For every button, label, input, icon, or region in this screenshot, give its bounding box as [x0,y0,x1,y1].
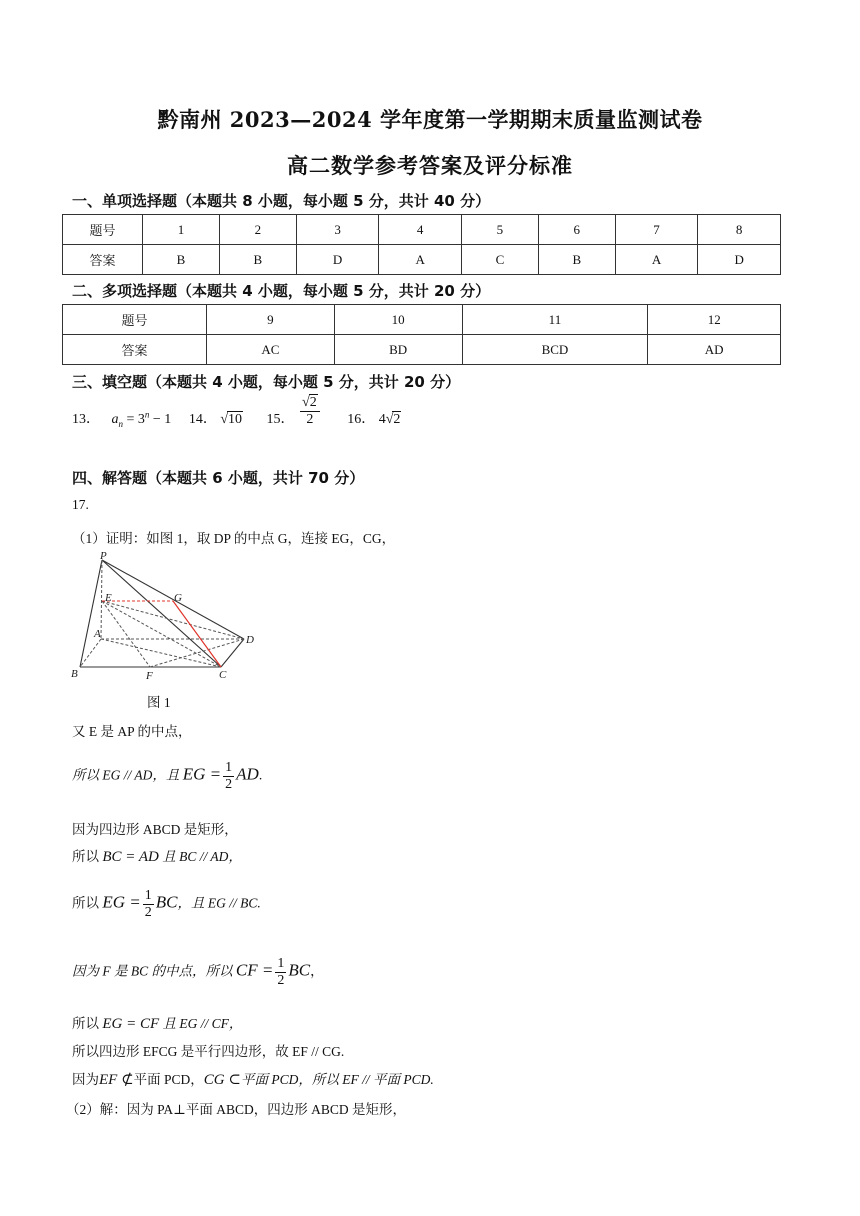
edge-pb [80,560,102,667]
table-row [63,215,781,245]
solution-line: 所以四边形 EFCG 是平行四边形，故 EF // CG. [72,1044,345,1059]
label-a: A [94,628,101,640]
numerator: 1 [144,888,152,903]
q13-answer-eq: = 3 [126,412,145,427]
q15-numerator: 2 [309,394,317,410]
table-cell: 7 [615,215,698,245]
figure-caption: 图 1 [147,695,171,710]
text-segment: . [258,767,263,783]
solution-line [72,888,261,921]
solution-line: 又 E 是 AP 的中点， [72,724,192,739]
math-segment: CF = [235,960,274,980]
table-cell: D [296,245,379,275]
page-subtitle: 高二数学参考答案及评分标准 [287,153,573,178]
edge-cd [221,639,244,667]
fill-in-answers [72,394,401,429]
table-cell: 10 [334,305,462,335]
table-cell: B [143,245,220,275]
row-label: 答案 [63,335,207,365]
section-heading-multiple-choice: 二、多项选择题（本题共 4 小题，每小题 5 分，共计 20 分） [72,282,491,300]
label-e: E [105,592,112,604]
table-cell: BCD [462,335,648,365]
solution-line [72,845,242,866]
q16-radicand: 2 [393,412,401,427]
solution-line [72,760,262,793]
solution-line: （2）解：因为 PA⊥平面 ABCD，四边形 ABCD 是矩形， [66,1102,406,1117]
table-row [63,335,781,365]
q15-denominator: 2 [300,411,320,428]
segment-ec-hidden [102,601,221,667]
table-cell: 2 [219,215,296,245]
math-segment: AD [236,764,259,784]
text-segment: ， [310,963,324,979]
label-g: G [174,592,182,604]
text-segment: 因为 F 是 BC 的中点，所以 [72,963,233,979]
edge-pd [102,560,244,639]
math-segment: BC [288,960,311,980]
row-label: 题号 [63,215,143,245]
table-cell: BD [334,335,462,365]
table-cell: 3 [296,215,379,245]
table-cell: 4 [379,215,462,245]
solution-line [72,1068,434,1089]
denominator: 2 [225,777,233,792]
edge-pa-hidden [101,560,102,639]
text-segment: 所以 [72,895,99,911]
numerator: 1 [225,760,233,775]
section-heading-single-choice: 一、单项选择题（本题共 8 小题，每小题 5 分，共计 40 分） [72,192,491,210]
table-row [63,305,781,335]
text-segment: 因为 [72,1072,99,1087]
text-segment: 所以 [72,849,99,864]
table-row [63,245,781,275]
q13-answer-sup: n [144,409,150,420]
figure-1-pyramid [66,548,266,686]
table-cell: 5 [461,215,538,245]
math-segment: EF ⊄ [99,1072,134,1088]
table-cell: B [219,245,296,275]
solution-line [72,1012,242,1033]
segment-fd-hidden [150,639,244,667]
math-segment: EG = [182,764,222,784]
page-title: 黔南州 2023—2024 学年度第一学期期末质量监测试卷 [157,107,703,132]
math-segment: CG ⊂ [203,1072,241,1088]
table-cell: AC [207,335,335,365]
table-cell: 12 [648,305,781,335]
table-cell: D [698,245,781,275]
table-cell: A [615,245,698,275]
text-segment: 平面 PCD， [133,1072,204,1087]
numerator: 1 [277,956,285,971]
q16-coefficient: 4 [378,412,386,427]
label-b: B [71,668,78,680]
section-heading-fill-in: 三、填空题（本题共 4 小题，每小题 5 分，共计 20 分） [72,373,461,391]
table-cell: AD [648,335,781,365]
table-cell: 6 [538,215,615,245]
math-segment: BC [155,892,178,912]
denominator: 2 [144,905,152,920]
text-segment: 所以 EG // AD，且 [72,767,180,783]
row-label: 题号 [63,305,207,335]
q15-number: 15． [266,412,295,427]
text-segment: 平面 PCD，所以 EF // 平面 PCD. [240,1072,434,1087]
proof-intro: （1）证明：如图 1，取 DP 的中点 G，连接 EG，CG， [72,531,396,546]
q16-answer: √2 [385,412,401,427]
math-segment: EG = [102,892,141,912]
q16-number: 16． [347,412,376,427]
fraction-one-half [143,888,154,921]
multiple-choice-answer-table [62,304,781,365]
table-cell: 8 [698,215,781,245]
math-segment: EG = CF [102,1016,160,1032]
table-cell: 9 [207,305,335,335]
q13-answer-a: a [111,412,119,427]
table-cell: 11 [462,305,648,335]
segment-ef-hidden [102,601,150,667]
table-cell: C [461,245,538,275]
denominator: 2 [277,973,285,988]
table-cell: 1 [143,215,220,245]
q14-answer: √10 [220,412,242,427]
text-segment: ，且 EG // BC. [177,895,261,911]
label-d: D [246,634,254,646]
question-17-number: 17. [72,497,89,512]
q14-number: 14． [188,412,217,427]
text-segment: 且 BC // AD， [162,849,242,864]
label-f: F [146,670,153,682]
q15-answer: $\frac{√2}{2}$ [300,394,320,428]
solution-line [72,956,324,989]
solution-line: 因为四边形 ABCD 是矩形， [72,822,238,837]
fraction-one-half [275,956,286,989]
table-cell: B [538,245,615,275]
math-segment: BC = AD [102,849,159,865]
q14-radicand: 10 [228,412,242,427]
fraction-one-half [223,760,234,793]
q13-number: 13． [72,412,100,427]
text-segment: 所以 [72,1016,99,1031]
table-cell: A [379,245,462,275]
section-heading-solutions: 四、解答题（本题共 6 小题，共计 70 分） [72,469,365,487]
segment-ed-hidden [102,601,244,639]
q13-answer-sub: n [118,418,123,429]
single-choice-answer-table [62,214,781,275]
text-segment: 且 EG // CF， [162,1016,243,1031]
label-p: P [100,550,107,562]
q13-answer-tail: − 1 [152,412,172,427]
row-label: 答案 [63,245,143,275]
label-c: C [219,669,227,681]
